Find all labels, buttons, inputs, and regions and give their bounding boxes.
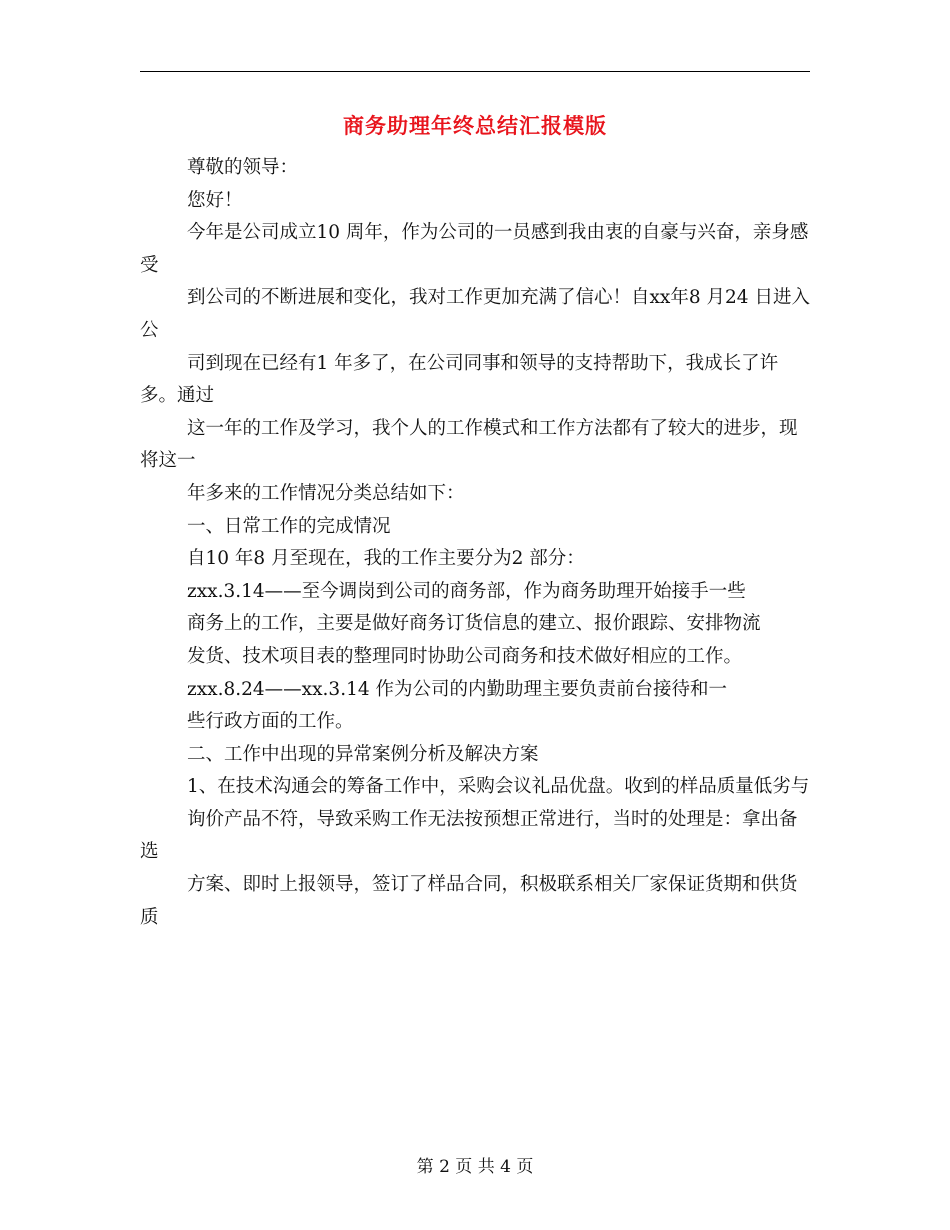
paragraph: 今年是公司成立10 周年，作为公司的一员感到我由衷的自豪与兴奋，亲身感受: [140, 222, 809, 276]
paragraph: 发货、技术项目表的整理同时协助公司商务和技术做好相应的工作。: [187, 645, 743, 667]
paragraph: zxx.8.24——xx.3.14 作为公司的内勤助理主要负责前台接待和一: [187, 678, 728, 700]
paragraph-greeting: 您好！: [187, 189, 243, 211]
paragraph: 询价产品不符，导致采购工作无法按预想正常进行，当时的处理是：拿出备选: [140, 808, 798, 863]
paragraph: 1、在技术沟通会的筹备工作中，采购会议礼品优盘。收到的样品质量低劣与: [187, 776, 810, 798]
paragraph: zxx.3.14——至今调岗到公司的商务部，作为商务助理开始接手一些: [187, 580, 746, 602]
header-rule: [140, 71, 810, 72]
paragraph-salutation: 尊敬的领导：: [187, 157, 299, 178]
paragraph: 这一年的工作及学习，我个人的工作模式和工作方法都有了较大的进步，现将这一: [140, 417, 798, 472]
paragraph: 年多来的工作情况分类总结如下：: [187, 482, 465, 504]
document-title: 商务助理年终总结汇报模版: [343, 113, 607, 138]
section-heading: 一、日常工作的完成情况: [187, 515, 391, 537]
paragraph: 自10 年8 月至现在，我的工作主要分为2 部分：: [187, 548, 585, 570]
paragraph: 到公司的不断进展和变化，我对工作更加充满了信心！自xx年8 月24 日进入公: [140, 287, 810, 341]
paragraph: 司到现在已经有1 年多了，在公司同事和领导的支持帮助下，我成长了许多。通过: [140, 352, 779, 407]
page-number-footer: 第 2 页 共 4 页: [416, 1157, 534, 1177]
paragraph: 些行政方面的工作。: [187, 711, 354, 733]
section-heading: 二、工作中出现的异常案例分析及解决方案: [187, 743, 539, 765]
paragraph: 方案、即时上报领导，签订了样品合同，积极联系相关厂家保证货期和供货质: [140, 874, 798, 928]
paragraph: 商务上的工作，主要是做好商务订货信息的建立、报价跟踪、安排物流: [187, 613, 761, 635]
document-body: [140, 152, 812, 934]
